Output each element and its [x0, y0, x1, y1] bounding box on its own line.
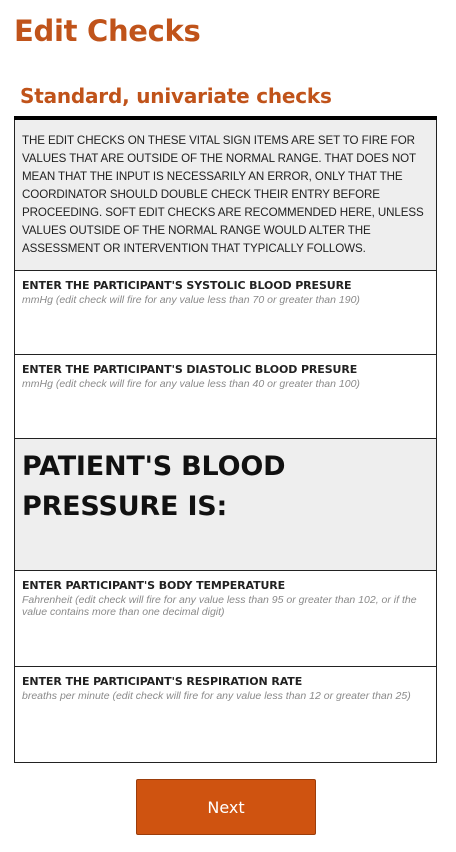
diastolic-note: mmHg (edit check will fire for any value less than 40 or greater than 100) — [22, 378, 360, 390]
temperature-question[interactable] — [14, 571, 437, 667]
section-title: Standard, univariate checks — [20, 84, 332, 108]
respiration-label: ENTER THE PARTICIPANT'S RESPIRATION RATE — [22, 675, 303, 688]
respiration-question[interactable] — [14, 667, 437, 763]
blood-pressure-text: PATIENT'S BLOOD PRESSURE IS: — [22, 451, 286, 522]
respiration-note: breaths per minute (edit check will fire for any value less than 12 or greater than 25) — [22, 690, 411, 702]
temperature-note: Fahrenheit (edit check will fire for any value less than 95 or greater than 102, or if the value contains more than one decimal digit) — [22, 594, 417, 618]
systolic-label: ENTER THE PARTICIPANT'S SYSTOLIC BLOOD PRESURE — [22, 279, 352, 292]
page-title: Edit Checks — [14, 14, 201, 48]
edit-checks-form — [14, 116, 437, 763]
systolic-question[interactable] — [14, 271, 437, 355]
intro-description — [14, 120, 437, 271]
diastolic-label: ENTER THE PARTICIPANT'S DIASTOLIC BLOOD PRESURE — [22, 363, 358, 376]
intro-text: THE EDIT CHECKS ON THESE VITAL SIGN ITEMS ARE SET TO FIRE FOR VALUES THAT ARE OUTSIDE OF THE NORMAL RANGE. THAT DOES NOT MEAN THAT THE INPUT IS NECESSARILY AN ERROR, ONLY THAT THE COORDINATOR SHOULD DOUBLE CHECK THEIR ENTRY BEFORE PROCEEDING. SOFT EDIT CHECKS ARE RECOMMENDED HERE, UNLESS VALUES OUTSIDE OF THE NORMAL RANGE WOULD ALTER THE ASSESSMENT OR INTERVENTION THAT TYPICALLY FOLLOWS. — [22, 134, 424, 255]
systolic-note: mmHg (edit check will fire for any value less than 70 or greater than 190) — [22, 294, 360, 306]
next-button[interactable]: Next — [136, 779, 316, 835]
temperature-label: ENTER PARTICIPANT'S BODY TEMPERATURE — [22, 579, 286, 592]
diastolic-question[interactable] — [14, 355, 437, 439]
blood-pressure-display — [14, 439, 437, 571]
